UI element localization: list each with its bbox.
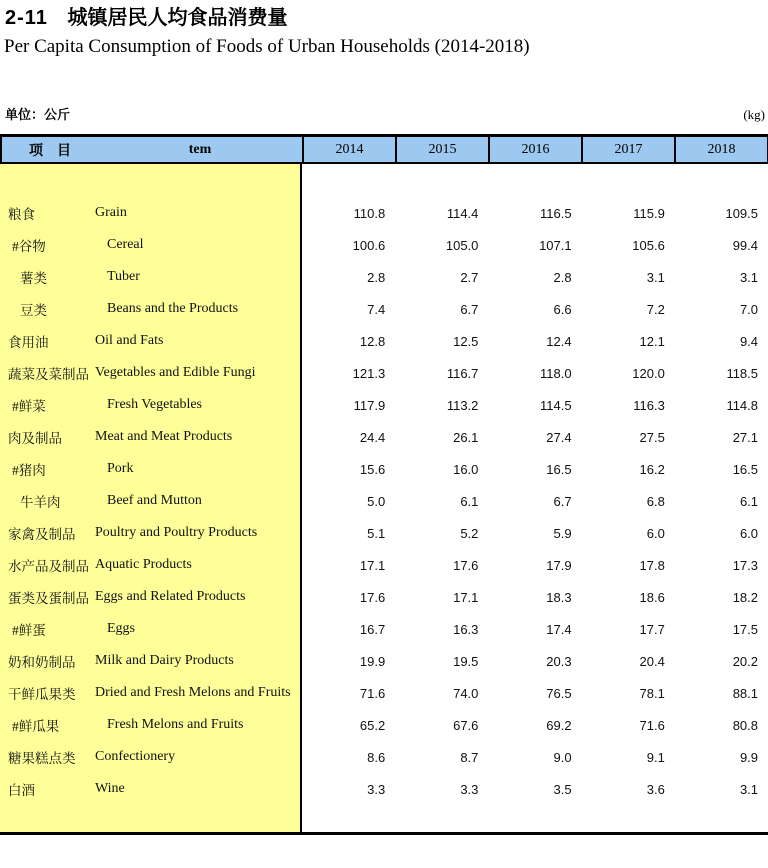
value-2017: 71.6: [639, 717, 665, 733]
value-2016: 9.0: [553, 749, 572, 765]
value-2014: 117.9: [353, 397, 386, 413]
value-2014: 8.6: [367, 749, 386, 765]
value-2018: 109.5: [725, 205, 759, 221]
value-2017: 6.8: [646, 493, 665, 509]
value-2017: 17.8: [639, 557, 665, 573]
row-label-english: Grain: [90, 197, 302, 229]
value-2016: 2.8: [553, 269, 572, 285]
table-row: [0, 645, 768, 677]
table-number: 2-11: [5, 7, 48, 29]
value-2015: 26.1: [453, 429, 479, 445]
row-label-english: Vegetables and Edible Fungi: [90, 357, 302, 389]
value-2014: 5.1: [367, 525, 386, 541]
value-2017: 16.2: [639, 461, 665, 477]
table-row: [0, 421, 768, 453]
value-2014: 121.3: [352, 365, 386, 381]
value-2016: 69.2: [546, 717, 572, 733]
year-header-2016: 2016: [488, 137, 581, 162]
value-2014: 100.6: [352, 237, 386, 253]
row-label-chinese: #鲜瓜果: [0, 709, 90, 741]
table-header-row: [0, 134, 768, 164]
row-label-english: Beans and the Products: [90, 293, 302, 325]
value-2018: 3.1: [739, 269, 759, 285]
value-2016: 6.7: [553, 493, 572, 509]
row-label-english: Tuber: [90, 261, 302, 293]
row-label-english: Milk and Dairy Products: [90, 645, 302, 677]
page-title: [0, 0, 768, 31]
value-2017: 17.7: [639, 621, 665, 637]
row-label-english: Eggs: [90, 613, 302, 645]
row-label-english: Poultry and Poultry Products: [90, 517, 302, 549]
value-2015: 105.0: [445, 237, 479, 253]
spacer-row-top: [0, 164, 768, 197]
unit-row: [0, 106, 768, 123]
value-2016: 118.0: [540, 365, 572, 381]
table-body: [0, 164, 768, 835]
title-chinese: 城镇居民人均食品消费量: [67, 7, 288, 29]
value-2016: 20.3: [546, 653, 572, 669]
value-2014: 2.8: [367, 269, 386, 285]
unit-label-english: (kg): [743, 107, 765, 122]
row-label-chinese: 食用油: [0, 325, 90, 357]
value-2018: 6.0: [739, 525, 759, 541]
value-2015: 8.7: [460, 749, 479, 765]
table-row: [0, 741, 768, 773]
value-2016: 116.5: [540, 205, 572, 221]
value-2016: 17.4: [546, 621, 572, 637]
value-2015: 67.6: [453, 717, 479, 733]
value-2015: 6.1: [460, 493, 479, 509]
value-2018: 20.2: [732, 653, 759, 669]
row-label-english: Fresh Vegetables: [90, 389, 302, 421]
value-2017: 78.1: [639, 685, 665, 701]
value-2014: 17.6: [359, 589, 386, 605]
value-2017: 116.3: [633, 397, 665, 413]
row-label-chinese: 蛋类及蛋制品: [0, 581, 90, 613]
year-header-2015: 2015: [395, 137, 488, 162]
value-2018: 17.5: [732, 621, 759, 637]
value-2016: 16.5: [546, 461, 572, 477]
value-2018: 9.9: [739, 749, 759, 765]
value-2017: 9.1: [646, 749, 665, 765]
table-row: [0, 357, 768, 389]
consumption-table: [0, 134, 768, 835]
value-2015: 6.7: [460, 301, 479, 317]
table-row: [0, 677, 768, 709]
row-label-english: Beef and Mutton: [90, 485, 302, 517]
value-2018: 118.5: [726, 365, 759, 381]
row-label-chinese: 家禽及制品: [0, 517, 90, 549]
table-row: [0, 389, 768, 421]
value-2017: 120.0: [632, 365, 665, 381]
value-2017: 3.1: [646, 269, 665, 285]
value-2015: 116.7: [446, 365, 479, 381]
value-2017: 105.6: [632, 237, 665, 253]
value-2014: 16.7: [359, 621, 386, 637]
value-2015: 2.7: [460, 269, 479, 285]
row-label-chinese: #鲜蛋: [0, 613, 90, 645]
value-2017: 18.6: [639, 589, 665, 605]
value-2015: 113.2: [446, 397, 479, 413]
value-2016: 107.1: [539, 237, 572, 253]
value-2017: 7.2: [646, 301, 665, 317]
value-2014: 110.8: [353, 205, 386, 221]
table-row: [0, 197, 768, 229]
row-label-english: Oil and Fats: [90, 325, 302, 357]
value-2014: 19.9: [359, 653, 386, 669]
row-label-english: Meat and Meat Products: [90, 421, 302, 453]
row-label-chinese: #鲜菜: [0, 389, 90, 421]
row-label-english: Confectionery: [90, 741, 302, 773]
value-2018: 7.0: [739, 301, 759, 317]
row-label-chinese: #猪肉: [0, 453, 90, 485]
row-label-chinese: 奶和奶制品: [0, 645, 90, 677]
year-header-2017: 2017: [581, 137, 674, 162]
table-row: [0, 773, 768, 805]
row-label-chinese: 蔬菜及菜制品: [0, 357, 90, 389]
row-label-chinese: 干鲜瓜果类: [0, 677, 90, 709]
row-label-chinese: 白酒: [0, 773, 90, 805]
row-label-english: Dried and Fresh Melons and Fruits: [90, 677, 302, 709]
title-english: Per Capita Consumption of Foods of Urban Households (2014-2018): [4, 36, 530, 57]
value-2018: 18.2: [732, 589, 759, 605]
value-2018: 9.4: [739, 333, 759, 349]
value-2016: 18.3: [546, 589, 572, 605]
value-2014: 5.0: [367, 493, 386, 509]
row-label-english: Pork: [90, 453, 302, 485]
value-2015: 5.2: [460, 525, 479, 541]
row-label-english: Eggs and Related Products: [90, 581, 302, 613]
year-header-2018: 2018: [674, 137, 767, 162]
row-label-chinese: 肉及制品: [0, 421, 90, 453]
value-2015: 74.0: [453, 685, 479, 701]
value-2014: 15.6: [359, 461, 386, 477]
table-row: [0, 453, 768, 485]
value-2014: 7.4: [367, 301, 386, 317]
value-2018: 3.1: [739, 781, 759, 797]
value-2015: 12.5: [453, 333, 479, 349]
value-2017: 115.9: [633, 205, 665, 221]
value-2016: 6.6: [553, 301, 572, 317]
value-2014: 12.8: [359, 333, 386, 349]
value-2014: 17.1: [359, 557, 386, 573]
value-2015: 17.1: [453, 589, 479, 605]
table-row: [0, 261, 768, 293]
table-row: [0, 517, 768, 549]
value-2016: 27.4: [546, 429, 572, 445]
value-2016: 5.9: [553, 525, 572, 541]
value-2017: 6.0: [646, 525, 665, 541]
value-2014: 24.4: [359, 429, 386, 445]
item-header-cell: [2, 137, 302, 162]
value-2018: 6.1: [739, 493, 759, 509]
value-2015: 17.6: [453, 557, 479, 573]
value-2014: 71.6: [359, 685, 386, 701]
row-label-chinese: 薯类: [0, 261, 90, 293]
value-2018: 27.1: [732, 429, 759, 445]
value-2015: 16.3: [453, 621, 479, 637]
value-2015: 16.0: [453, 461, 479, 477]
value-2014: 65.2: [359, 717, 386, 733]
item-header-chinese: 项 目: [29, 143, 71, 159]
row-label-chinese: #谷物: [0, 229, 90, 261]
value-2017: 3.6: [646, 781, 665, 797]
value-2015: 3.3: [460, 781, 479, 797]
row-label-english: Wine: [90, 773, 302, 805]
year-header-2014: 2014: [302, 137, 395, 162]
value-2017: 12.1: [639, 333, 665, 349]
value-2016: 76.5: [546, 685, 572, 701]
row-label-english: Fresh Melons and Fruits: [90, 709, 302, 741]
value-2016: 3.5: [553, 781, 572, 797]
table-row: [0, 581, 768, 613]
value-2016: 114.5: [540, 397, 572, 413]
row-label-english: Cereal: [90, 229, 302, 261]
value-2014: 3.3: [367, 781, 386, 797]
value-2015: 19.5: [453, 653, 479, 669]
table-row: [0, 485, 768, 517]
value-2018: 99.4: [732, 237, 759, 253]
row-label-chinese: 牛羊肉: [0, 485, 90, 517]
unit-label-chinese: 单位：公斤: [5, 107, 71, 122]
table-row: [0, 709, 768, 741]
value-2018: 17.3: [732, 557, 759, 573]
value-2016: 12.4: [546, 333, 572, 349]
value-2018: 80.8: [732, 717, 759, 733]
value-2018: 114.8: [726, 397, 759, 413]
value-2015: 114.4: [446, 205, 479, 221]
row-label-chinese: 水产品及制品: [0, 549, 90, 581]
item-header-english: tem: [188, 141, 212, 157]
table-row: [0, 325, 768, 357]
table-row: [0, 293, 768, 325]
table-row: [0, 229, 768, 261]
table-row: [0, 613, 768, 645]
row-label-chinese: 糖果糕点类: [0, 741, 90, 773]
value-2017: 27.5: [639, 429, 665, 445]
value-2018: 88.1: [732, 685, 759, 701]
value-2016: 17.9: [546, 557, 572, 573]
row-label-chinese: 豆类: [0, 293, 90, 325]
table-row: [0, 549, 768, 581]
value-2018: 16.5: [732, 461, 759, 477]
row-label-chinese: 粮食: [0, 197, 90, 229]
spacer-row-bottom: [0, 805, 768, 832]
row-label-english: Aquatic Products: [90, 549, 302, 581]
value-2017: 20.4: [639, 653, 665, 669]
